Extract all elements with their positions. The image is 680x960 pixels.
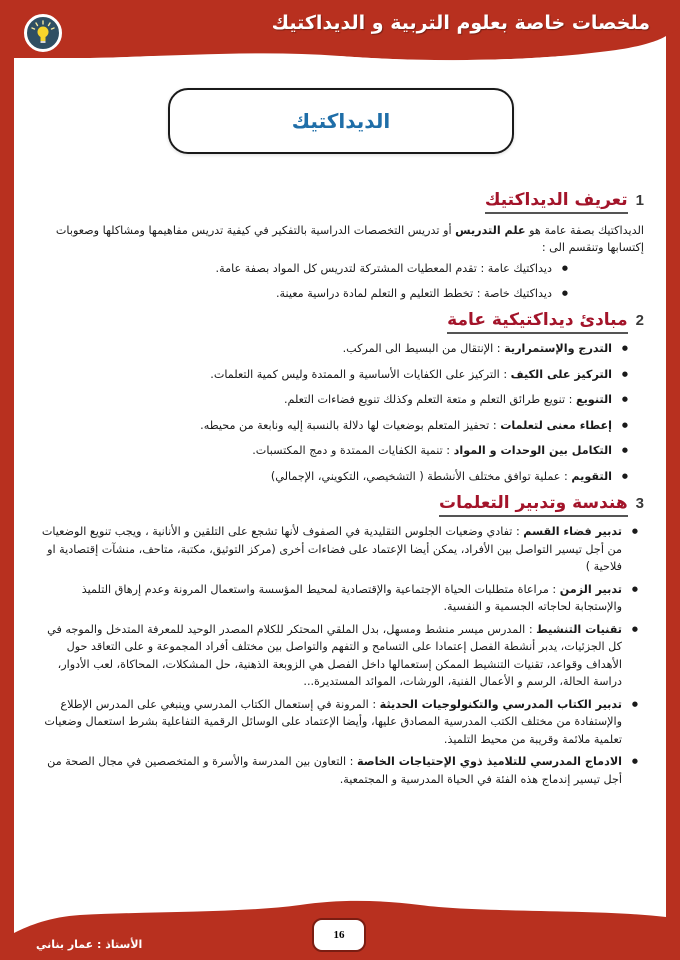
item-text: ديداكتيك عامة : تقدم المعطيات المشتركة لتدريس كل المواد بصفة عامة. [215,262,552,275]
section-title: تعريف الديداكتيك [485,190,628,214]
paragraph-text: أو تدريس التخصصات الدراسية بالتفكير في كيفية تدريس مفاهيمها ومشاكلها وصعوبات إكتسابها وتنقسم الى : [55,224,644,254]
item-term: تقنيات التنشيط [536,622,622,636]
section-number: 3 [635,495,644,512]
item-text: : التركيز على الكفايات الأساسية و الممتدة وليس كمية التعلمات. [210,367,511,381]
item-term: الادماج المدرسي للتلاميذ ذوي الإحتياجات الخاصة [356,755,622,768]
item-text: : تفادي وضعيات الجلوس التقليدية في الصفوف لأنها تشجع على التلقين و الأنانية ، ويجب تنويع الوضعيات من أجل تيسير التواصل بين الأفراد، يمكن أيضا الإعتماد على فضاءات أخرى (مركز التوثيق، مكتبة، متاحف، منشآت إقتصادية او فلاحية ) [41,525,622,573]
item-text: : الإنتقال من البسيط الى المركب. [342,342,505,355]
document-content [36,186,644,793]
header-title: ملخصات خاصة بعلوم التربية و الديداكتيك [271,12,650,34]
list-item [36,581,638,616]
item-text: : عملية توافق مختلف الأنشطة ( التشخيصي، التكويني، الإجمالي) [270,469,572,483]
section-heading [36,310,644,334]
item-term: التقويم [571,469,612,483]
item-text: : مراعاة متطلبات الحياة الإجتماعية والإقتصادية لمحيط المؤسسة واستعمال المرونة وعدم إرهاق التلميذ والإستجابة لحاجاته الجسمية و النفسية. [81,582,622,613]
page-title: الديداكتيك [291,109,391,133]
section-heading [36,493,644,517]
section-title: هندسة وتدبير التعلمات [439,493,628,517]
page-title-box [168,88,514,154]
item-text: : المدرس ميسر منشط ومسهل، بدل الملقي المحتكر للكلام المصدر الوحيد للمعرفة المتدخل والموجه في كل الجزئيات، يدبر أنشطة الفصل إعتمادا على التسامح و التفهم والتواصل بين مختلف أفراد المجموعة و على التعاقد حول الأهداف وقواعد، تقنيات التنشيط الممكن إستعمالها داخل الفصل هي الزوبعة الذهنية، حل المشكلات، المحاكاة، لعب الأدوار، دراسة الحالة، الرسم و الأعمال الفنية، الورشات، الموائد المستديرة... [47,622,622,688]
item-term: التنويع [575,393,612,406]
list-item [36,260,568,278]
section-heading [36,190,644,214]
list-item [36,417,628,435]
item-text: : التعاون بين المدرسة والأسرة و المتخصصين في مجال الصحة من أجل تيسير إندماج هذه الفئة في الحياة المدرسية و المجتمعية. [47,755,622,786]
item-term: تدبير الزمن [559,582,622,596]
list-item [36,285,568,303]
item-term: تدبير الكتاب المدرسي والتكنولوجيات الحديثة [379,697,622,711]
item-term: التكامل بين الوحدات و المواد [453,444,612,457]
item-text: : تحفيز المتعلم بوضعيات لها دلالة بالنسبة إليه ونابعة من محيطه. [200,418,501,432]
section-number: 1 [635,192,644,209]
list-item [36,621,638,691]
item-term: إعطاء معنى لتعلمات [500,418,612,432]
list-item [36,340,628,358]
list-item [36,366,628,384]
item-text: : تنمية الكفايات الممتدة و دمج المكتسبات. [252,444,454,457]
list-item [36,753,638,788]
item-term: تدبير فضاء القسم [523,525,622,538]
list-item [36,442,628,460]
footer-author: الأستاذ : عمار بناني [36,938,143,951]
list-item [36,391,628,409]
section-principles [36,310,644,485]
section-number: 2 [635,312,644,329]
section-title: مبادئ ديداكتيكية عامة [447,310,627,334]
list-item [36,696,638,749]
item-text: ديداكتيك خاصة : تخطط التعليم و التعلم لمادة دراسية معينة. [275,286,552,300]
list-item [36,468,628,486]
definition-list [36,260,644,302]
list-item [36,523,638,576]
section-learning-management [36,493,644,788]
definition-paragraph [36,222,644,256]
management-list [36,523,644,788]
paragraph-emphasis: علم التدريس [455,224,526,237]
section-definition [36,190,644,302]
page-number: 16 [312,918,366,952]
lightbulb-icon [24,14,62,52]
paragraph-text: الديداكتيك بصفة عامة هو [525,224,644,237]
item-text: : تنويع طرائق التعلم و متعة التعلم وكذلك تنويع فضاءات التعلم. [283,393,576,406]
item-text: : المرونة في إستعمال الكتاب المدرسي وينبغي على المدرس الإطلاع والإستفادة من مختلف الكتب المدرسية المصادق عليها، وأيضا الإعتماد على الوسائل الرقمية التفاعلية بشرط استعمال وضعيات تعلمية ملائمة وقريبة من محيط التلميذ. [44,697,622,746]
principles-list [36,340,644,485]
item-term: التدرج والإستمرارية [504,342,612,355]
item-term: التركيز على الكيف [510,367,612,381]
